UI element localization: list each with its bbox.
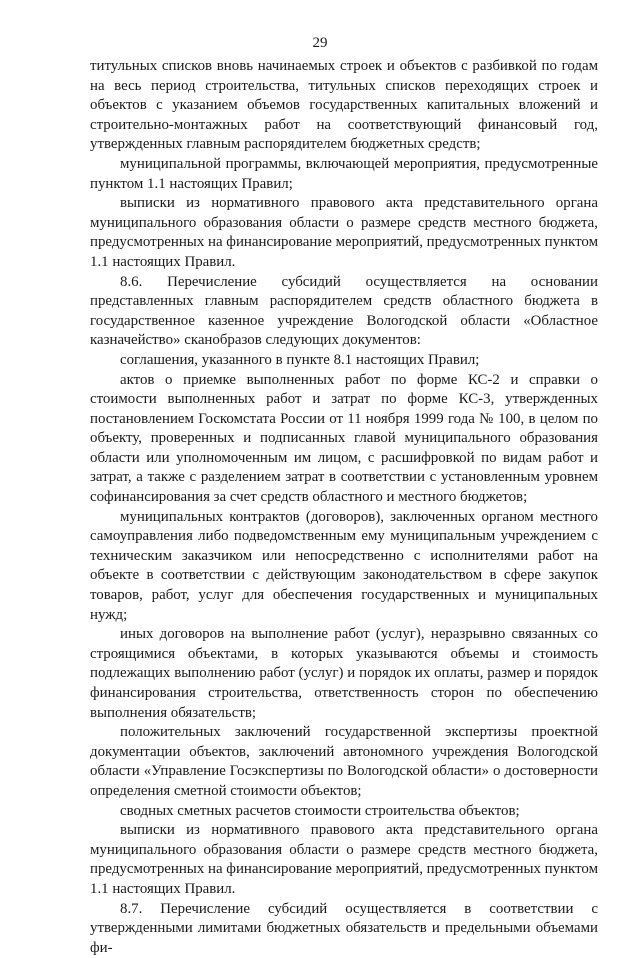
- paragraph-agreement: соглашения, указанного в пункте 8.1 настоящих Правил;: [120, 351, 480, 368]
- paragraph-title-lists: титульных списков вновь начинаемых строек и объектов с разбивкой по годам на весь период строительства, титульных списков переходящих строек и объектов с указанием объемов государственных капитальных вложений и строительно-монтажных работ на соответствующий финансовый год, утвержденных главным распорядителем бюджетных средств;: [90, 58, 598, 153]
- paragraph-budget-extract: выписки из нормативного правового акта представительного органа муниципального образования области о размере средств местного бюджета, предусмотренных на финансирование мероприятий, предусмотренных пунктом 1.1 настоящих Правил.: [90, 195, 598, 270]
- paragraph-8-6: 8.6. Перечисление субсидий осуществляется на основании представленных главным распорядителем средств областного бюджета в государственное казенное учреждение Вологодской области «Областное казначейство» сканобразов следующих документов:: [90, 273, 598, 349]
- paragraph-acts-ks2-ks3: актов о приемке выполненных работ по форме КС-2 и справки о стоимости выполненных работ и затрат по форме КС-3, утвержденных постановлением Госкомстата России от 11 ноября 1999 года № 100, в целом по объекту, проверенных и подписанных главой муниципального образования области или уполномоченным им лицом, с расшифровкой по видам работ и затрат, а также с разделением затрат в соответствии с установленным уровнем софинансирования за счет средств областного и местного бюджетов;: [90, 371, 598, 506]
- paragraph-other-contracts: иных договоров на выполнение работ (услуг), неразрывно связанных со строящимися объектами, в которых указываются объемы и стоимость подлежащих выполнению работ (услуг) и порядок их оплаты, размер и порядок финансирования строительства, ответственность сторон по обеспечению выполнения обязательств;: [90, 626, 598, 721]
- paragraph-budget-extract-2: выписки из нормативного правового акта представительного органа муниципального образования области о размере средств местного бюджета, предусмотренных на финансирование мероприятий, предусмотренных пунктом 1.1 настоящих Правил.: [90, 822, 598, 897]
- paragraph-expertise-conclusions: положительных заключений государственной экспертизы проектной документации объектов, заключений автономного учреждения Вологодской области «Управление Госэкспертизы по Вологодской области» о достоверности определения сметной стоимости объектов;: [90, 724, 598, 799]
- page-number: 29: [312, 35, 328, 51]
- paragraph-municipal-program: муниципальной программы, включающей мероприятия, предусмотренные пунктом 1.1 настоящих Правил;: [90, 155, 598, 192]
- document-body: [90, 57, 598, 958]
- paragraph-8-7: 8.7. Перечисление субсидий осуществляется в соответствии с утвержденными лимитами бюджетных обязательств и предельными объемами фи-: [90, 900, 598, 956]
- paragraph-estimates: сводных сметных расчетов стоимости строительства объектов;: [120, 802, 520, 819]
- paragraph-municipal-contracts: муниципальных контрактов (договоров), заключенных органом местного самоуправления либо подведомственным ему муниципальным учреждением с техническим заказчиком или непосредственно с исполнителями работ на объекте в соответствии с действующим законодательством в сфере закупок товаров, работ, услуг для обеспечения государственных и муниципальных нужд;: [90, 508, 598, 623]
